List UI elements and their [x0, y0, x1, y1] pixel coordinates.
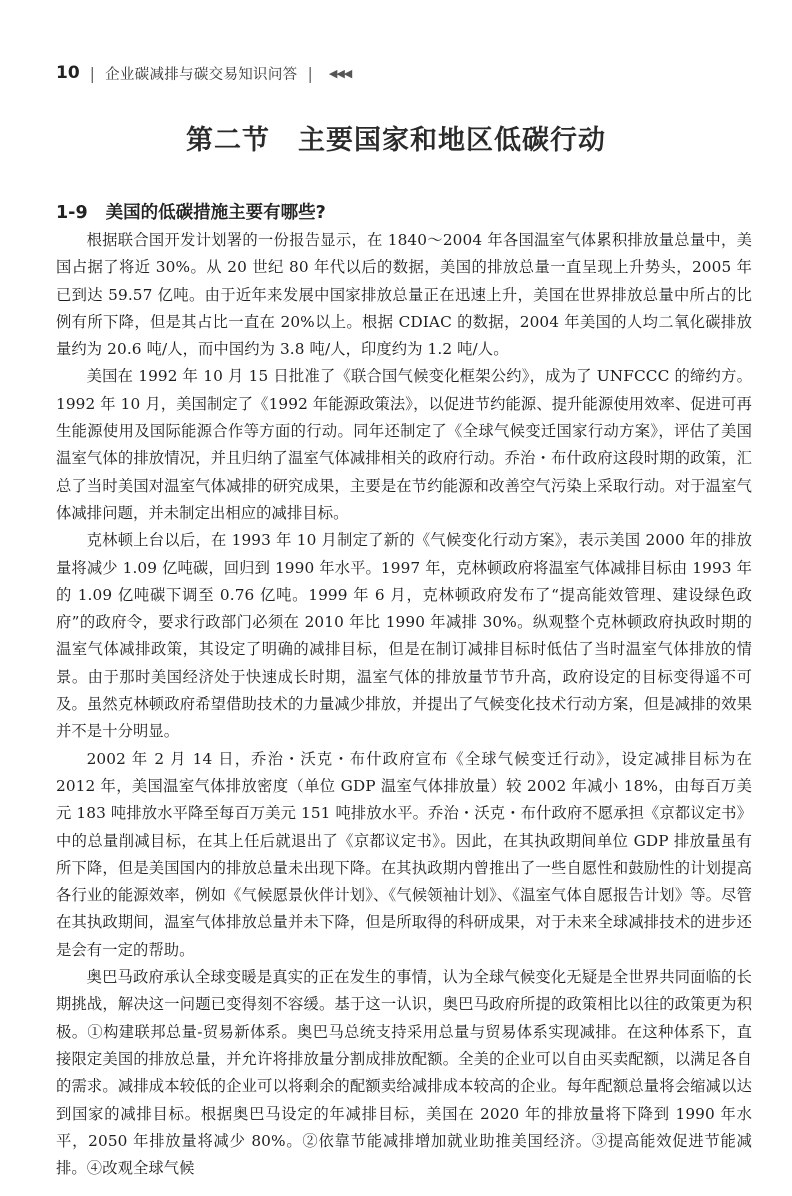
body-text — [56, 227, 752, 1182]
section-label: 第二节 — [186, 125, 270, 156]
paragraph: 奥巴马政府承认全球变暖是真实的正在发生的事情，认为全球气候变化无疑是全世界共同面临的长期挑战，解决这一问题已变得刻不容缓。基于这一认识，奥巴马政府所提的政策相比以往的政策更为积极。①构建联邦总量-贸易新体系。奥巴马总统支持采用总量与贸易体系实现减排。在这种体系下，直接限定美国的排放总量，并允许将排放量分割成排放配额。全美的企业可以自由买卖配额，以满足各自的需求。减排成本较低的企业可以将剩余的配额卖给减排成本较高的企业。每年配额总量将会缩减以达到国家的减排目标。根据奥巴马设定的年减排目标，美国在 2020 年的排放量将下降到 1990 年水平，2050 年排放量将减少 80%。②依靠节能减排增加就业助推美国经济。③提高能效促进节能减排。④改观全球气候 — [56, 968, 752, 1178]
section-title — [0, 118, 792, 157]
question-heading — [56, 199, 326, 224]
question-text: 美国的低碳措施主要有哪些? — [105, 203, 326, 223]
paragraph: 克林顿上台以后，在 1993 年 10 月制定了新的《气候变化行动方案》，表示美国 2000 年的排放量将减少 1.09 亿吨碳，回归到 1990 年水平。1997 年，克林顿政府将温室气体减排目标由 1993 年的 1.09 亿吨碳下调至 0.76 亿吨。1999 年 6 月，克林顿政府发布了“提高能效管理、建设绿色政府”的政府令，要求行政部门必须在 2010 年比 1990 年减排 30%。纵观整个克林顿政府执政时期的温室气体减排政策，其设定了明确的减排目标，但是在制订减排目标时低估了当时温室气体排放的情景。由于那时美国经济处于快速成长时期，温室气体的排放量节节升高，政府设定的目标变得遥不可及。虽然克林顿政府希望借助技术的力量减少排放，并提出了气候变化技术行动方案，但是减排的效果并不是十分明显。 — [56, 531, 752, 741]
question-number: 1-9 — [56, 203, 88, 223]
paragraph: 2002 年 2 月 14 日，乔治・沃克・布什政府宣布《全球气候变迁行动》，设定减排目标为在 2012 年，美国温室气体排放密度（单位 GDP 温室气体排放量）较 2002 年减小 18%，由每百万美元 183 吨排放水平降至每百万美元 151 吨排放水平。乔治・沃克・布什政府不愿承担《京都议定书》中的总量削减目标，在其上任后就退出了《京都议定书》。因此，在其执政期间单位 GDP 排放量虽有所下降，但是美国国内的排放总量未出现下降。在其执政期内曾推出了一些自愿性和鼓励性的计划提高各行业的能源效率，例如《气候愿景伙伴计划》、《气候领袖计划》、《温室气体自愿报告计划》等。尽管在其执政期间，温室气体排放总量并未下降，但是所取得的科研成果，对于未来全球减排技术的进步还是会有一定的帮助。 — [56, 749, 752, 959]
running-header — [56, 60, 351, 86]
header-divider: | — [89, 63, 96, 83]
page-number: 10 — [56, 63, 80, 83]
paragraph: 根据联合国开发计划署的一份报告显示，在 1840～2004 年各国温室气体累积排放量总量中，美国占据了将近 30%。从 20 世纪 80 年代以后的数据，美国的排放总量一直呈现上升势头，2005 年已到达 59.57 亿吨。由于近年来发展中国家排放总量正在迅速上升，美国在世界排放总量中所占的比例有所下降，但是其占比一直在 20%以上。根据 CDIAC 的数据，2004 年美国的人均二氧化碳排放量约为 20.6 吨/人，而中国约为 3.8 吨/人，印度约为 1.2 吨/人。 — [56, 231, 752, 359]
book-title: 企业碳减排与碳交易知识问答 — [105, 66, 298, 83]
header-divider: | — [307, 63, 313, 83]
paragraph: 美国在 1992 年 10 月 15 日批准了《联合国气候变化框架公约》，成为了 UNFCCC 的缔约方。1992 年 10 月，美国制定了《1992 年能源政策法》，以促进节约能源、提升能源使用效率、促进可再生能源使用及国际能源合作等方面的行动。同年还制定了《全球气候变迁国家行动方案》，评估了美国温室气体的排放情况，并且归纳了温室气体减排相关的政府行动。乔治・布什政府这段时期的政策，汇总了当时美国对温室气体减排的研究成果，主要是在节约能源和改善空气污染上采取行动。对于温室气体减排问题，并未制定出相应的减排目标。 — [56, 367, 752, 522]
triple-arrow-icon: ◀◀◀ — [328, 66, 352, 80]
section-heading: 主要国家和地区低碳行动 — [298, 125, 606, 156]
